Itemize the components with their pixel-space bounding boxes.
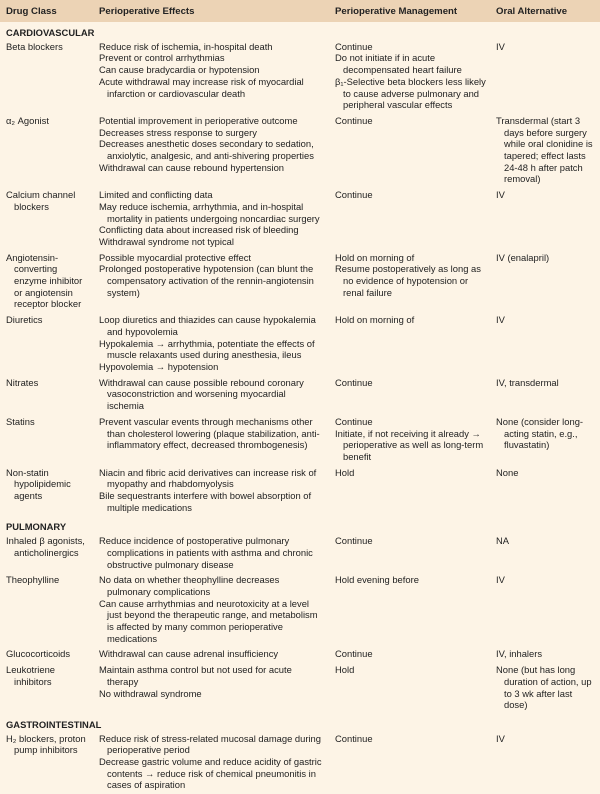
table-row: [0, 251, 600, 314]
effect-item: Can cause arrhythmias and neurotoxicity at a level just beyond the therapeutic range, and metabolism is affected by many common perioperative medications: [99, 597, 318, 644]
oral-alternative: IV, transdermal: [496, 376, 559, 388]
effects-cell: [93, 376, 329, 415]
oral-alternative: NA: [496, 535, 510, 547]
section-title: PULMONARY: [6, 521, 67, 533]
drug-class: Statins: [6, 415, 35, 427]
alternative-cell: [490, 466, 600, 517]
effect-item: Decreases anesthetic doses secondary to sedation, anxiolytic, analgesic, and anti-shivering properties: [99, 138, 314, 162]
management-item: Continue: [335, 535, 373, 547]
effect-item: No withdrawal syndrome: [99, 687, 202, 699]
effect-item: Potential improvement in perioperative outcome: [99, 114, 298, 126]
effect-item: Withdrawal can cause adrenal insufficiency: [99, 648, 279, 660]
alternative-cell: [490, 732, 600, 794]
effect-item: Withdrawal can cause rebound hypertension: [99, 161, 285, 173]
management-item: Initiate, if not receiving it already → perioperative as well as long-term benefit: [335, 427, 484, 462]
management-item: Do not initiate if in acute decompensated heart failure: [335, 52, 462, 76]
effects-cell: [93, 466, 329, 517]
drug-class-cell: [0, 251, 93, 314]
drug-class: Glucocorticoids: [6, 648, 71, 660]
effect-item: May reduce ischemia, arrhythmia, and in-hospital mortality in patients undergoing noncardiac surgery: [99, 200, 320, 224]
management-cell: [329, 313, 490, 376]
oral-alternative: IV: [496, 314, 505, 326]
effects-cell: [93, 40, 329, 114]
oral-alternative: None: [496, 466, 519, 478]
management-cell: [329, 114, 490, 188]
alternative-cell: [490, 114, 600, 188]
effect-item: No data on whether theophylline decreases pulmonary complications: [99, 574, 280, 597]
drug-class: Nitrates: [6, 376, 39, 388]
drug-class-cell: [0, 573, 93, 647]
effect-item: Reduce incidence of postoperative pulmonary complications in patients with asthma and chronic obstructive pulmonary disease: [99, 535, 313, 570]
effects-cell: [93, 415, 329, 466]
effect-item: Prolonged postoperative hypotension (can blunt the compensatory activation of the rennin-angiotensin system): [99, 263, 314, 298]
drug-class-cell: [0, 647, 93, 663]
effect-item: Niacin and fibric acid derivatives can increase risk of myopathy and rhabdomyolysis: [99, 466, 317, 490]
management-item: Continue: [335, 415, 373, 427]
management-item: Hold evening before: [335, 574, 419, 586]
drug-class-cell: [0, 534, 93, 573]
table-body: [0, 22, 600, 794]
table-row: [0, 647, 600, 663]
alternative-cell: [490, 188, 600, 251]
effect-item: Decreases stress response to surgery: [99, 126, 257, 138]
section-title: CARDIOVASCULAR: [6, 27, 95, 38]
section-header-row: [0, 22, 600, 40]
management-cell: [329, 663, 490, 714]
drug-class-cell: [0, 188, 93, 251]
management-cell: [329, 188, 490, 251]
header-perioperative-management: Perioperative Management: [329, 0, 490, 22]
oral-alternative: IV (enalapril): [496, 251, 550, 263]
management-item: Hold: [335, 664, 355, 676]
drug-class-cell: [0, 663, 93, 714]
management-item: Hold on morning of: [335, 314, 415, 326]
effects-cell: [93, 732, 329, 794]
management-cell: [329, 415, 490, 466]
oral-alternative: IV, inhalers: [496, 648, 543, 660]
table-row: [0, 573, 600, 647]
effect-item: Reduce risk of ischemia, in-hospital death: [99, 40, 273, 52]
management-item: Continue: [335, 648, 373, 660]
drug-class: Theophylline: [6, 574, 60, 586]
effects-cell: [93, 114, 329, 188]
management-cell: [329, 732, 490, 794]
effect-item: Hypokalemia → arrhythmia, potentiate the effects of muscle relaxants used during anesthesia, ileus: [99, 337, 315, 361]
table-row: [0, 313, 600, 376]
drug-class-cell: [0, 40, 93, 114]
section-header-row: [0, 714, 600, 732]
alternative-cell: [490, 251, 600, 314]
management-item: Continue: [335, 732, 373, 744]
drug-class-cell: [0, 376, 93, 415]
effects-cell: [93, 313, 329, 376]
drug-class-cell: [0, 313, 93, 376]
effect-item: Prevent vascular events through mechanisms other than cholesterol lowering (plaque stabilization, anti-inflammatory effect, decreased thrombogenesis): [99, 415, 320, 451]
alternative-cell: [490, 663, 600, 714]
management-item: Hold on morning of: [335, 251, 415, 263]
section-title: GASTROINTESTINAL: [6, 718, 102, 730]
table-row: [0, 376, 600, 415]
effect-item: Conflicting data about increased risk of bleeding: [99, 224, 299, 236]
oral-alternative: IV: [496, 189, 505, 201]
header-oral-alternative: Oral Alternative: [490, 0, 600, 22]
management-cell: [329, 376, 490, 415]
effect-item: Loop diuretics and thiazides can cause hypokalemia and hypovolemia: [99, 314, 316, 337]
header-perioperative-effects: Perioperative Effects: [93, 0, 329, 22]
oral-alternative: None (but has long duration of action, up to 3 wk after last dose): [496, 664, 592, 711]
management-item: Continue: [335, 40, 373, 52]
effect-item: Possible myocardial protective effect: [99, 251, 251, 263]
drug-class: Calcium channel blockers: [6, 189, 76, 212]
drug-class: Diuretics: [6, 314, 43, 326]
drug-class-cell: [0, 114, 93, 188]
effects-cell: [93, 251, 329, 314]
drug-class: Non-statin hypolipidemic agents: [6, 466, 71, 502]
management-cell: [329, 647, 490, 663]
effect-item: Prevent or control arrhythmias: [99, 52, 225, 64]
effect-item: Decrease gastric volume and reduce acidity of gastric contents → reduce risk of chemical pneumonitis in cases of aspiration: [99, 756, 322, 791]
management-item: Continue: [335, 189, 373, 201]
alternative-cell: [490, 534, 600, 573]
effect-item: Hypovolemia → hypotension: [99, 360, 219, 372]
drug-class-cell: [0, 466, 93, 517]
oral-alternative: IV: [496, 732, 505, 744]
effect-item: Limited and conflicting data: [99, 189, 213, 201]
drug-class: Beta blockers: [6, 40, 63, 52]
drug-class: Leukotriene inhibitors: [6, 664, 55, 687]
table-row: [0, 534, 600, 573]
alternative-cell: [490, 313, 600, 376]
oral-alternative: IV: [496, 40, 505, 52]
table-row: [0, 663, 600, 714]
effect-item: Withdrawal can cause possible rebound coronary vasoconstriction and worsening myocardial ischemia: [99, 376, 304, 412]
drug-class: α₂ Agonist: [6, 114, 49, 126]
effect-item: Bile sequestrants interfere with bowel absorption of multiple medications: [99, 490, 312, 513]
header-drug-class: Drug Class: [0, 0, 93, 22]
management-item: Continue: [335, 114, 373, 126]
management-cell: [329, 466, 490, 517]
table-header: [0, 0, 600, 22]
management-item: β₁-Selective beta blockers less likely to cause adverse pulmonary and peripheral vascular effects: [335, 75, 486, 111]
drug-class: H₂ blockers, proton pump inhibitors: [6, 732, 86, 756]
effect-item: Can cause bradycardia or hypotension: [99, 64, 260, 76]
effects-cell: [93, 647, 329, 663]
oral-alternative: Transdermal (start 3 days before surgery while oral clonidine is tapered; effect lasts 24-48 h after patch removal): [496, 114, 593, 185]
effects-cell: [93, 534, 329, 573]
management-item: Hold: [335, 466, 355, 478]
management-cell: [329, 251, 490, 314]
drug-class-cell: [0, 415, 93, 466]
drug-class-cell: [0, 732, 93, 794]
alternative-cell: [490, 40, 600, 114]
table-row: [0, 40, 600, 114]
table-row: [0, 732, 600, 794]
effect-item: Acute withdrawal may increase risk of myocardial infarction or cardiovascular death: [99, 75, 304, 99]
table-row: [0, 466, 600, 517]
drug-class: Angiotensin-converting enzyme inhibitor or angiotensin receptor blocker: [6, 251, 83, 310]
effects-cell: [93, 573, 329, 647]
management-cell: [329, 534, 490, 573]
oral-alternative: IV: [496, 574, 505, 586]
effect-item: Reduce risk of stress-related mucosal damage during perioperative period: [99, 732, 321, 756]
drug-class: Inhaled β agonists, anticholinergics: [6, 535, 85, 558]
table-row: [0, 114, 600, 188]
alternative-cell: [490, 573, 600, 647]
effects-cell: [93, 188, 329, 251]
management-item: Resume postoperatively as long as no evidence of hypotension or renal failure: [335, 263, 481, 298]
effect-item: Withdrawal syndrome not typical: [99, 235, 234, 247]
table-row: [0, 188, 600, 251]
effect-item: Maintain asthma control but not used for acute therapy: [99, 664, 292, 687]
management-cell: [329, 573, 490, 647]
alternative-cell: [490, 376, 600, 415]
section-header-row: [0, 516, 600, 534]
management-cell: [329, 40, 490, 114]
alternative-cell: [490, 647, 600, 663]
management-item: Continue: [335, 376, 373, 388]
table-row: [0, 415, 600, 466]
effects-cell: [93, 663, 329, 714]
oral-alternative: None (consider long-acting statin, e.g., fluvastatin): [496, 415, 584, 451]
alternative-cell: [490, 415, 600, 466]
